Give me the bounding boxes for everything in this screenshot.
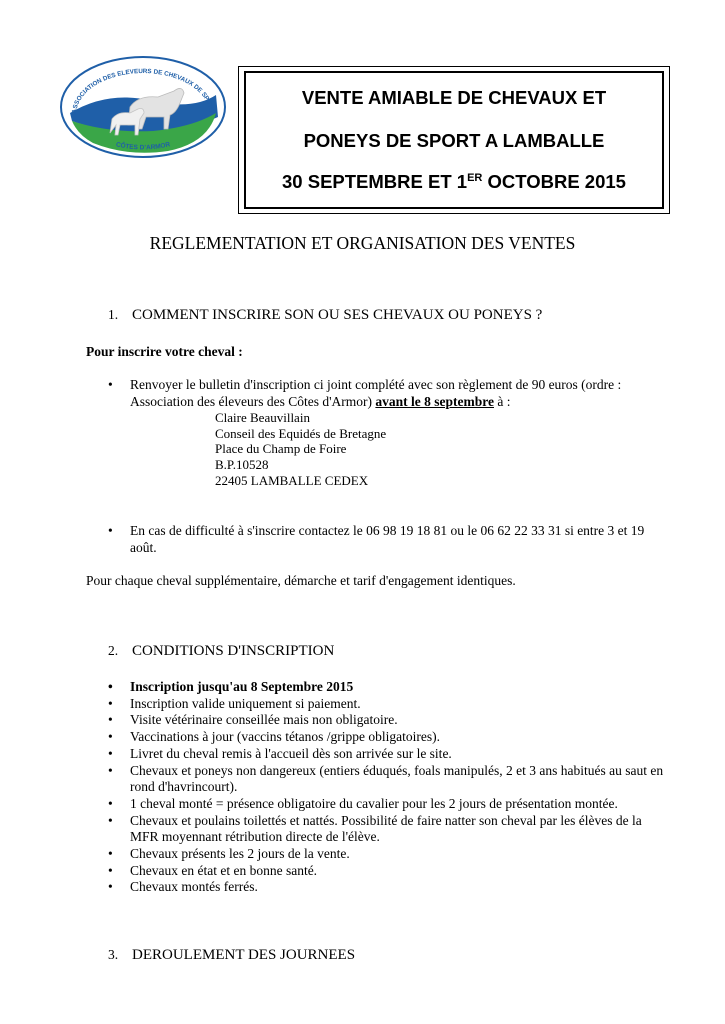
address-line: Claire Beauvillain: [215, 410, 310, 425]
mailing-address: [215, 410, 386, 489]
address-line: 22405 LAMBALLE CEDEX: [215, 472, 369, 488]
bullet1-line-a: Renvoyer le bulletin d'inscription ci joint complété avec son règlement de 90 euros (ordre :: [130, 377, 622, 392]
condition-text: Livret du cheval remis à l'accueil dès son arrivée sur le site.: [130, 745, 452, 761]
condition-text: Chevaux présents les 2 jours de la vente.: [130, 846, 350, 862]
title-line-3-post: OCTOBRE 2015: [482, 171, 626, 192]
list-item: • En cas de difficulté à s'inscrire contactez le 06 98 19 18 81 ou le 06 62 22 33 31 si entre 3 et 19 août.: [108, 523, 645, 555]
title-box: [238, 66, 670, 214]
condition-text: Inscription valide uniquement si paiement.: [130, 695, 361, 711]
list-item: • Chevaux présents les 2 jours de la vente.: [108, 846, 350, 862]
title-line-1: VENTE AMIABLE DE CHEVAUX ET: [301, 87, 607, 108]
section-2-title: CONDITIONS D'INSCRIPTION: [132, 643, 335, 659]
title-line-3: [246, 171, 662, 193]
list-item: • Inscription jusqu'au 8 Septembre 2015: [108, 679, 354, 694]
condition-text: Chevaux en état et en bonne santé.: [130, 862, 318, 878]
title-line-3-pre: 30 SEPTEMBRE ET 1: [282, 171, 468, 192]
list-item: • Renvoyer le bulletin d'inscription ci joint complété avec son règlement de 90 euros (ordre : Association des éleveurs des Côtes d'Armor) avant le 8 septembre à :: [108, 377, 622, 409]
logo-bottom-text: CÔTES D'ARMOR: [115, 141, 171, 152]
list-item: • Vaccinations à jour (vaccins tétanos /grippe obligatoires).: [108, 729, 441, 745]
list-item: • Chevaux montés ferrés.: [108, 879, 258, 895]
section-1-list-a: [108, 377, 668, 410]
section-3-number: 3.: [108, 947, 119, 962]
list-item: • Chevaux et poulains toilettés et nattés. Possibilité de faire natter son cheval par les élèves de la MFR moyennant rétribution directe de l'élève.: [108, 812, 642, 845]
section-1-number: 1.: [108, 307, 119, 322]
section-1-heading: [108, 307, 542, 324]
address-line: B.P.10528: [215, 457, 269, 473]
section-1-title: COMMENT INSCRIRE SON OU SES CHEVAUX OU PONEYS ?: [132, 307, 543, 323]
condition-text: 1 cheval monté = présence obligatoire du cavalier pour les 2 jours de présentation montée.: [130, 795, 618, 811]
condition-text: Chevaux montés ferrés.: [130, 879, 258, 895]
condition-text: Chevaux et poulains toilettés et nattés. Possibilité de faire natter son cheval par les élèves de la MFR moyennant rétribution directe de l'élève.: [130, 812, 642, 845]
address-line: Conseil des Equidés de Bretagne: [215, 425, 387, 441]
bullet1-line-c: à :: [494, 393, 511, 409]
list-item: • Chevaux en état et en bonne santé.: [108, 862, 318, 878]
section-1-list-b: [108, 523, 668, 556]
section-2-number: 2.: [108, 643, 119, 658]
section-3-title: DEROULEMENT DES JOURNEES: [132, 947, 356, 963]
section-2-heading: [108, 643, 334, 660]
condition-text: Inscription jusqu'au 8 Septembre 2015: [130, 679, 354, 694]
list-item: • Livret du cheval remis à l'accueil dès son arrivée sur le site.: [108, 745, 452, 761]
condition-text: Visite vétérinaire conseillée mais non obligatoire.: [130, 712, 398, 728]
section-1-lead: Pour inscrire votre cheval :: [86, 344, 243, 359]
logo-top-text: ASSOCIATION DES ELEVEURS DE CHEVAUX DE SPORT: [70, 67, 216, 114]
address-line: Place du Champ de Foire: [215, 441, 347, 457]
title-line-3-sup: ER: [467, 171, 483, 184]
list-item: • Inscription valide uniquement si paiement.: [108, 695, 361, 711]
section-1-note: Pour chaque cheval supplémentaire, démarche et tarif d'engagement identiques.: [86, 573, 516, 588]
title-line-2: PONEYS DE SPORT A LAMBALLE: [303, 130, 605, 151]
condition-text: Chevaux et poneys non dangereux (entiers éduqués, foals manipulés, 2 et 3 ans habitués au saut en rond d'havrincourt).: [130, 762, 664, 795]
list-item: • Chevaux et poneys non dangereux (entiers éduqués, foals manipulés, 2 et 3 ans habitués au saut en rond d'havrincourt).: [108, 762, 664, 795]
section-3-heading: [108, 947, 355, 964]
bullet1-line-b: Association des éleveurs des Côtes d'Armor): [130, 393, 376, 409]
document-subtitle: REGLEMENTATION ET ORGANISATION DES VENTES: [149, 233, 576, 253]
list-item: • 1 cheval monté = présence obligatoire du cavalier pour les 2 jours de présentation montée.: [108, 795, 618, 811]
bullet2-text: En cas de difficulté à s'inscrire contactez le 06 98 19 18 81 ou le 06 62 22 33 31 si entre 3 et 19 août.: [130, 523, 645, 555]
list-item: • Visite vétérinaire conseillée mais non obligatoire.: [108, 712, 398, 728]
title-inner-border: [244, 71, 664, 209]
association-logo: [58, 55, 228, 160]
section-2-conditions-list: [108, 679, 668, 896]
bullet1-deadline: avant le 8 septembre: [375, 393, 494, 409]
condition-text: Vaccinations à jour (vaccins tétanos /grippe obligatoires).: [130, 729, 441, 745]
